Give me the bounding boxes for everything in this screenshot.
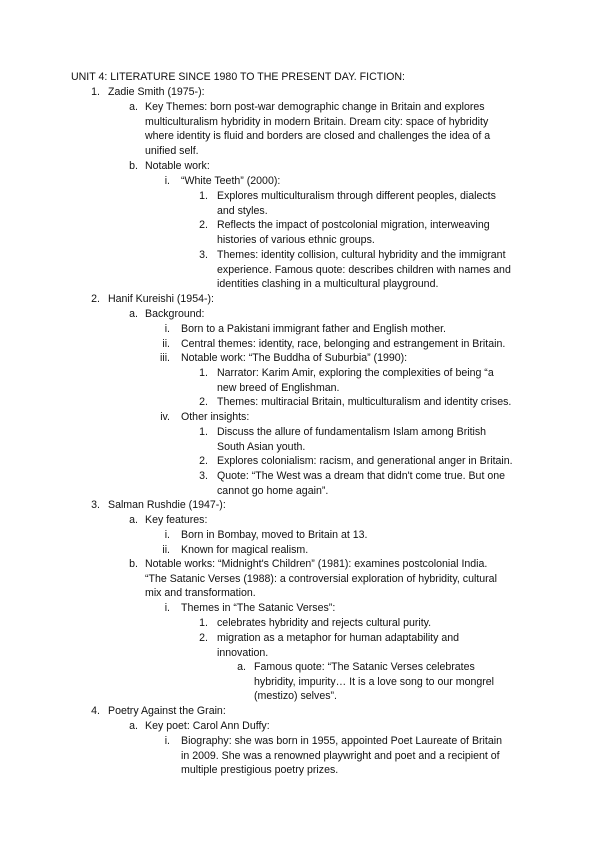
list-marker: 2. [199,396,208,408]
list-marker: 1. [199,617,208,629]
duffy-biography-line: Biography: she was born in 1955, appointed Poet Laureate of Britain [181,735,502,747]
satanic-verses-point: celebrates hybridity and rejects cultural purity. [217,617,432,629]
list-marker: 1. [199,190,208,202]
rushdie-feature: Born in Bombay, moved to Britain at 13. [181,529,368,541]
list-marker: i. [164,602,170,614]
rushdie-notable-works-line: “The Satanic Verses (1988): a controversial exploration of hybridity, cultural [145,572,497,585]
kureishi-background-item: Notable work: “The Buddha of Suburbia” (1990): [181,352,408,364]
unit-title: UNIT 4: LITERATURE SINCE 1980 TO THE PRESENT DAY. FICTION: [71,71,405,83]
rushdie-key-features-label: Key features: [145,514,208,526]
zadie-notable-work-label: Notable work: [145,160,210,172]
rushdie-notable-works-line: mix and transformation. [145,587,256,600]
list-marker: 4. [91,705,100,717]
duffy-biography-line: in 2009. She was a renowned playwright and poet and a recipient of [181,749,500,762]
kureishi-background-item: Central themes: identity, race, belonging and estrangement in Britain. [181,338,506,350]
list-marker: iv. [160,411,170,423]
satanic-verses-themes-label: Themes in “The Satanic Verses”: [181,602,336,614]
famous-quote-line: hybridity, impurity… It is a love song to our mongrel [254,675,495,688]
kureishi-background-label: Background: [145,308,205,320]
list-marker: ii. [162,544,170,556]
insight-point: South Asian youth. [217,440,306,453]
list-marker: 2. [199,219,208,231]
section-heading-hanif-kureishi: Hanif Kureishi (1954-): [108,293,214,305]
list-marker: 3. [199,249,208,261]
white-teeth-point: and styles. [217,204,268,217]
list-marker: 3. [91,499,100,511]
list-marker: i. [164,175,170,187]
section-heading-zadie-smith: Zadie Smith (1975-): [108,86,205,98]
list-marker: i. [164,735,170,747]
buddha-point: Themes: multiracial Britain, multiculturalism and identity crises. [217,396,512,408]
white-teeth-label: “White Teeth” (2000): [181,175,281,187]
zadie-key-themes-line: where identity is fluid and borders are closed and challenges the idea of a [145,130,491,143]
list-marker: 1. [199,426,208,438]
list-marker: a. [237,661,246,673]
insight-point: Quote: “The West was a dream that didn't come true. But one [217,470,506,482]
list-marker: 2. [199,455,208,467]
kureishi-background-item: Born to a Pakistani immigrant father and English mother. [181,323,446,335]
list-marker: a. [129,308,138,320]
insight-point: Discuss the allure of fundamentalism Islam among British [217,426,487,438]
list-marker: b. [129,160,138,172]
list-marker: 2. [91,293,100,305]
list-marker: ii. [162,338,170,350]
list-marker: i. [164,323,170,335]
list-marker: iii. [159,352,170,364]
white-teeth-point: Reflects the impact of postcolonial migration, interweaving [217,219,490,231]
rushdie-notable-works-line: Notable works: “Midnight's Children” (1981): examines postcolonial India. [145,558,488,570]
list-marker: a. [129,514,138,526]
insight-point: Explores colonialism: racism, and generational anger in Britain. [217,455,513,467]
rushdie-feature: Known for magical realism. [181,544,309,556]
list-marker: a. [129,720,138,732]
list-marker: 3. [199,470,208,482]
list-marker: 1. [91,86,100,98]
key-poet-line: Key poet: Carol Ann Duffy: [145,720,270,732]
buddha-point: new breed of Englishman. [217,381,340,394]
kureishi-background-item: Other insights: [181,411,250,423]
list-marker: 1. [199,367,208,379]
famous-quote-line: (mestizo) selves”. [254,690,337,703]
white-teeth-point: Explores multiculturalism through different peoples, dialects [217,190,496,202]
famous-quote-line: Famous quote: “The Satanic Verses celebrates [254,661,475,673]
satanic-verses-point: migration as a metaphor for human adaptability and [217,632,460,644]
zadie-key-themes-line: multiculturalism hybridity in modern Britain. Dream city: space of hybridity [145,115,489,128]
zadie-key-themes-line: Key Themes: born post-war demographic change in Britain and explores [145,101,485,113]
list-marker: b. [129,558,138,570]
white-teeth-point: histories of various ethnic groups. [217,233,375,246]
white-teeth-point: experience. Famous quote: describes children with names and [217,263,511,276]
section-heading-poetry: Poetry Against the Grain: [108,705,226,717]
white-teeth-point: identities clashing in a multicultural playground. [217,278,439,291]
insight-point: cannot go home again”. [217,484,329,497]
section-heading-salman-rushdie: Salman Rushdie (1947-): [108,499,226,511]
list-marker: a. [129,101,138,113]
satanic-verses-point: innovation. [217,646,269,659]
white-teeth-point: Themes: identity collision, cultural hybridity and the immigrant [217,249,506,261]
buddha-point: Narrator: Karim Amir, exploring the complexities of being “a [217,367,494,379]
zadie-key-themes-line: unified self. [145,145,199,158]
list-marker: 2. [199,632,208,644]
list-marker: i. [164,529,170,541]
duffy-biography-line: multiple prestigious poetry prizes. [181,764,339,777]
